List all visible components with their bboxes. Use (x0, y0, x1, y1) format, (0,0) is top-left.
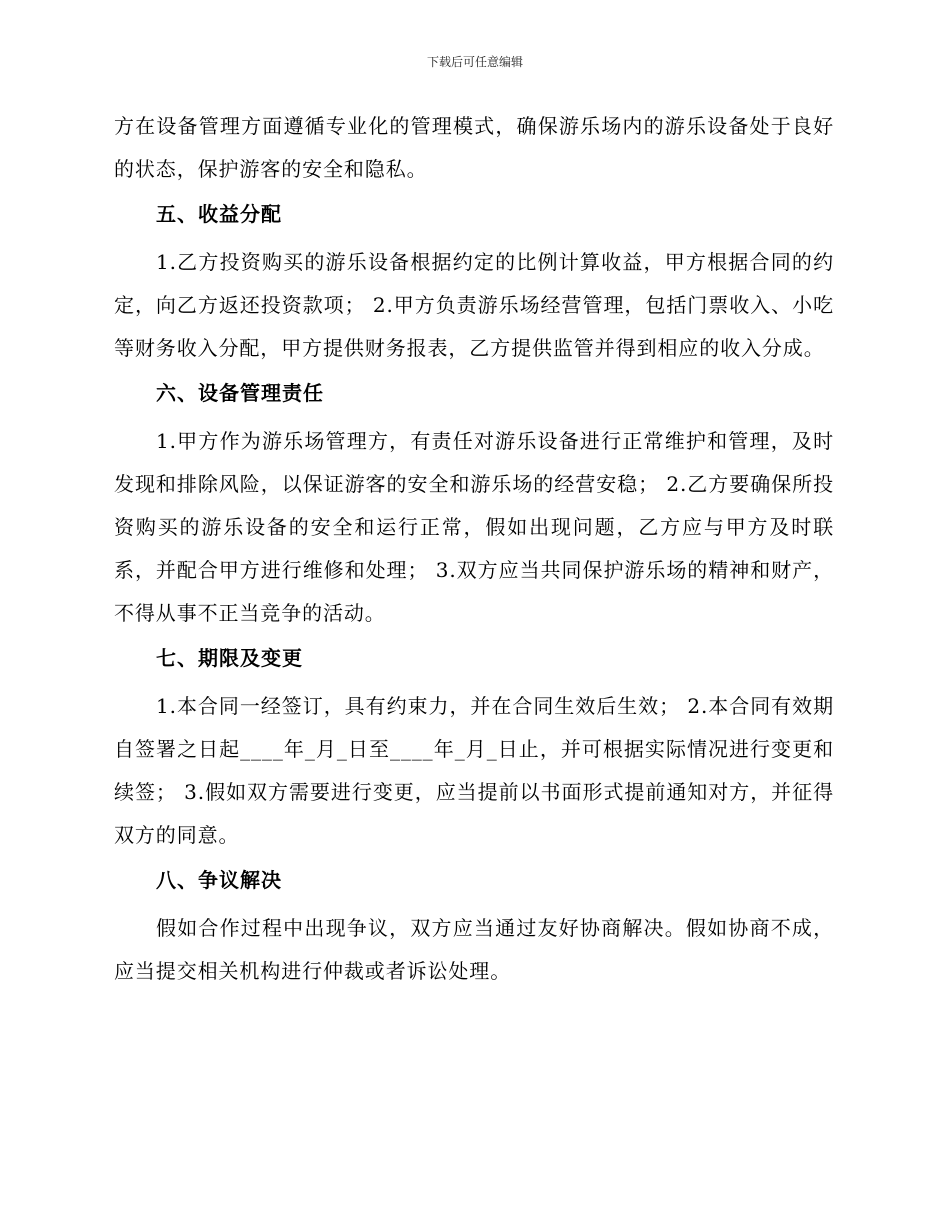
section-heading-6: 六、设备管理责任 (156, 381, 324, 405)
intro-paragraph: 方在设备管理方面遵循专业化的管理模式，确保游乐场内的游乐设备处于良好的状态，保护游客的安全和隐私。 (114, 114, 834, 181)
section-heading-8: 八、争议解决 (156, 868, 282, 892)
section-paragraph-6: 1.甲方作为游乐场管理方，有责任对游乐设备进行正常维护和管理，及时发现和排除风险，以保证游客的安全和游乐场的经营安稳； 2.乙方要确保所投资购买的游乐设备的安全和运行正常，假如出现问题，乙方应与甲方及时联系，并配合甲方进行维修和处理； 3.双方应当共同保护游乐场的精神和财产，不得从事不正当竞争的活动。 (114, 429, 834, 625)
section-heading-7: 七、期限及变更 (156, 646, 303, 670)
document-body (114, 105, 834, 993)
section-paragraph-8: 假如合作过程中出现争议，双方应当通过友好协商解决。假如协商不成，应当提交相关机构进行仲裁或者诉讼处理。 (114, 916, 834, 983)
section-paragraph-7: 1.本合同一经签订，具有约束力，并在合同生效后生效； 2.本合同有效期自签署之日起____年_月_日至____年_月_日止，并可根据实际情况进行变更和续签； 3.假如双方需要进行变更，应当提前以书面形式提前通知对方，并征得双方的同意。 (114, 694, 834, 847)
section-heading-5: 五、收益分配 (156, 202, 282, 226)
page-header: 下载后可任意编辑 (426, 55, 523, 69)
section-paragraph-5: 1.乙方投资购买的游乐设备根据约定的比例计算收益，甲方根据合同的约定，向乙方返还投资款项； 2.甲方负责游乐场经营管理，包括门票收入、小吃等财务收入分配，甲方提供财务报表，乙方提供监管并得到相应的收入分成。 (114, 250, 834, 360)
